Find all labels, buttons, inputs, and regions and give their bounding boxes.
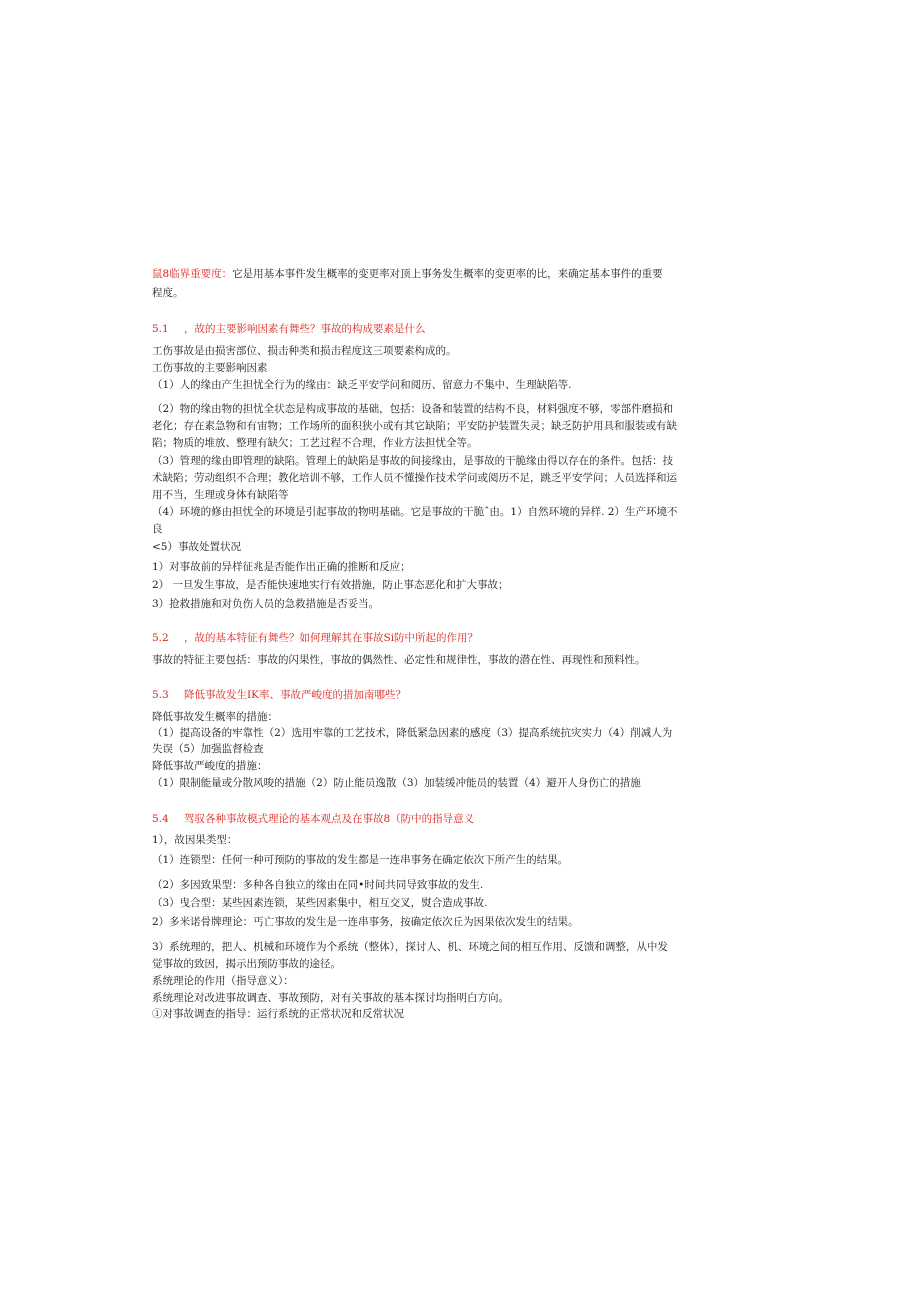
paragraph-line: 良 — [152, 523, 163, 535]
section-5-1-heading — [152, 321, 426, 337]
section-title: ，故的主要影响因素有舞些？事故的构成要素是什么 — [184, 323, 426, 335]
paragraph-line: 用不当，生理或身体有缺陷等 — [152, 489, 289, 501]
section-5-4-heading — [152, 811, 474, 827]
section-title: 驾驭各种事故模式理论的基本观点及在事故8（防中的指导意义 — [184, 813, 475, 825]
paragraph-line: 老化；存在素急物和有宙物；工作场所的面积狭小或有其它缺陷；平安防护装置失灵；缺乏防护用具和服装或有缺 — [152, 420, 677, 432]
paragraph-line: 工伤事故的主要影响因素 — [152, 362, 268, 374]
paragraph-line: 1）对事故前的异样征兆是否能作出正确的推断和反应； — [152, 561, 411, 573]
section-5-3-heading — [152, 687, 406, 703]
section-number: 5.1 — [152, 323, 169, 335]
intro-term: 鼠8临界重要度： — [152, 268, 233, 280]
paragraph-line: （3）管理的缘由即管理的缺陷。管理上的缺陷是事故的间接缘由，是事故的干脆缘由得以存在的条件。包括：技 — [152, 455, 674, 467]
paragraph-line: （1）提高设备的牢靠性（2）选用牢靠的工艺技术，降低紧急因素的感度（3）提高系统抗灾实力（4）削减人为 — [152, 727, 673, 739]
section-5-2-heading — [152, 630, 478, 646]
paragraph-line: （2）物的缘由物的担忧全状态是构成事故的基础，包括：设备和装置的结构不良，材料强度不够，零部件磨损和 — [152, 403, 674, 415]
paragraph-line: （1）连锁型：任何一种可预防的事故的发生都是一连串事务在确定依次下所产生的结果。 — [152, 854, 569, 866]
paragraph-line: 2） 一旦发生事故，是否能快速地实行有效措施，防止事态恶化和扩大事故； — [152, 579, 509, 591]
section-number: 5.3 — [152, 689, 169, 701]
paragraph-line: 2）多米诺骨牌理论：丐亡事故的发生是一连串事务，按确定依次丘为因果依次发生的结果。 — [152, 916, 579, 928]
paragraph-line: 系统理论对改进事故调查、事故预防，对有关事故的基本探讨均指明白方向。 — [152, 992, 509, 1004]
intro-line-2: 程度。 — [152, 287, 184, 299]
paragraph-line: 失误（5）加强监督检查 — [152, 743, 264, 755]
section-number: 5.4 — [152, 813, 169, 825]
paragraph-line: 系统理论的作用（指导意义）： — [152, 975, 294, 987]
paragraph-line: 降低事故严峻度的措施： — [152, 760, 268, 772]
paragraph-line: 3）抢救措施和对负伤人员的急救措施是否妥当。 — [152, 598, 380, 610]
paragraph-line: （3）曳合型：某些因素连锁，某些因素集中，相互交叉，熨合造成事故. — [152, 897, 488, 909]
paragraph-line: 工伤事故是由损害部位、损击种类和损击程度这三项要素构成的。 — [152, 345, 457, 357]
paragraph-line: （1）限制能量或分散风唆的措施（2）防止能员逸散（3）加装缓冲能员的装置（4）避开人身伤亡的措施 — [152, 777, 641, 789]
paragraph-line: （2）多因致果型：多种各自独立的缘由在同•时间共同导致事故的发生. — [152, 879, 484, 891]
paragraph-line: ①对事故调查的指导：运行系统的正常状况和反常状况 — [152, 1008, 404, 1020]
paragraph-line: 降低事故发生概率的措施： — [152, 711, 278, 723]
intro-text: 它是用基本事件发生概率的变更率对顶上事务发生概率的变更率的比，来确定基本事件的重要 — [232, 268, 663, 280]
section-title: ，故的基本特征有舞些？如何理解其在事故Si防中所起的作用？ — [184, 632, 479, 644]
paragraph-line: 1），故因果类型： — [152, 834, 238, 846]
paragraph-line: 事故的特征主要包括：事故的闪果性，事故的偶然性、必定性和规律性，事故的潜在性、再现性和预料性。 — [152, 654, 646, 666]
paragraph-line: 3）系统理的，把人、机械和环境作为个系统（整体），探讨人、机、环境之间的相互作用、反馈和调整，从中发 — [152, 941, 668, 953]
section-title: 降低事故发生IK率、事故严峻度的措加南哪些？ — [184, 689, 406, 701]
paragraph-line: 术缺陷；劳动组织不合理；教化培训不够，工作人员不懂操作技术学问或阅历不足，跳乏平安学问；人员选择和运 — [152, 472, 677, 484]
paragraph-line: （4）环境的修由担忧全的环境是引起事故的物明基础。它是事故的干脆ˆ由。1）自然环境的异样. 2）生产环境不 — [152, 506, 678, 518]
paragraph-line: 陷；物质的堆放、整理有缺欠；工艺过程不合理，作业方法担忧全等。 — [152, 437, 478, 449]
section-number: 5.2 — [152, 632, 169, 644]
paragraph-line: <5）事故处置状况 — [152, 541, 241, 553]
paragraph-line: 觉事故的致因，揭示出预防事故的途径。 — [152, 958, 341, 970]
paragraph-line: （1）人的缘由产生担忧全行为的缘由：缺乏平安学问和阅历、留意力不集中、生理缺陷等. — [152, 379, 572, 391]
intro-line-1 — [152, 266, 663, 282]
